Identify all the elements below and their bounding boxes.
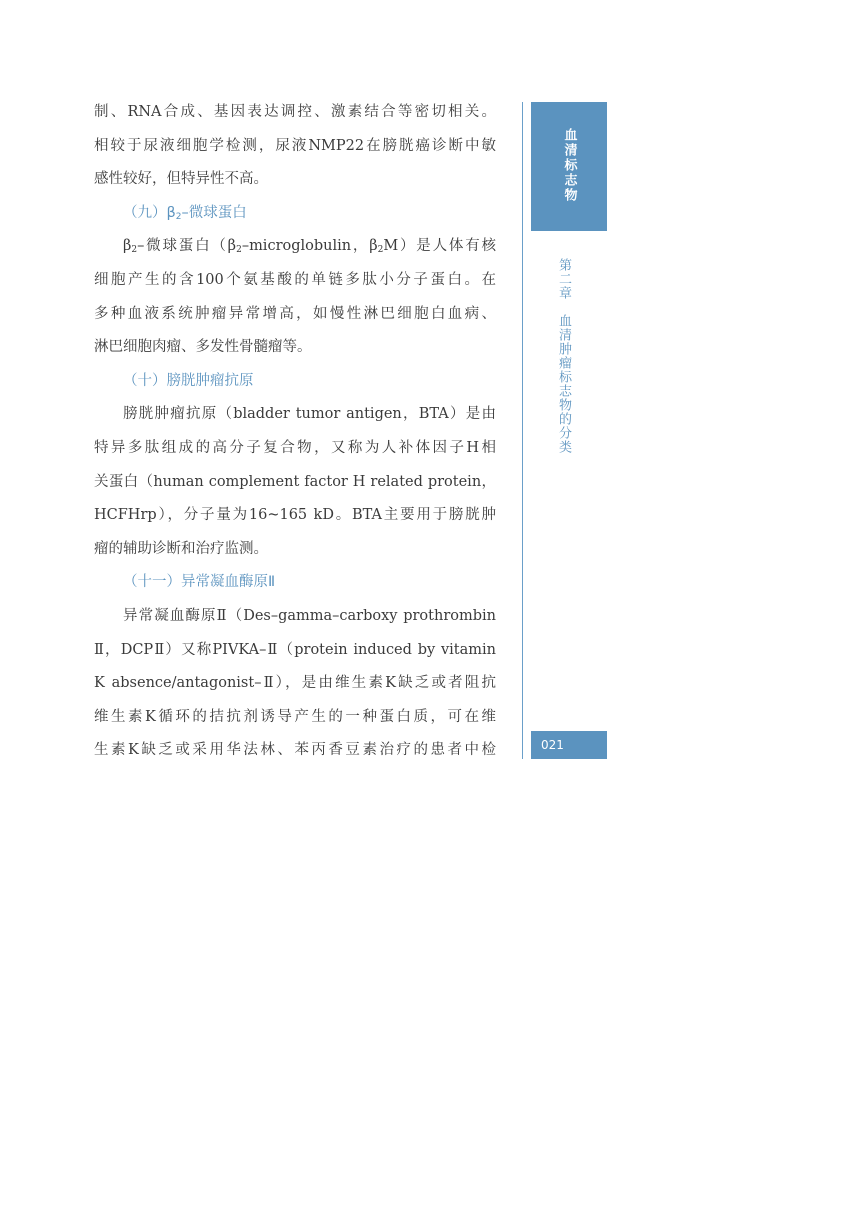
section-heading-9: （九）$\beta_2-$微球蛋白 (123, 204, 247, 222)
paragraph-line: 相较于尿液细胞学检测，尿液NMP22在膀胱癌诊断中敏 (94, 137, 496, 154)
paragraph-line: 关蛋白（human complement factor H related protein， (94, 473, 496, 490)
section-tab-label: 血清标志物 (561, 128, 577, 203)
paragraph-line: 特异多肽组成的高分子复合物，又称为人补体因子H相 (94, 439, 496, 456)
paragraph-line: 膀胱肿瘤抗原（bladder tumor antigen，BTA）是由 (123, 406, 496, 423)
paragraph-line: 淋巴细胞肉瘤、多发性骨髓瘤等。 (94, 339, 312, 356)
paragraph-line: HCFHrp），分子量为16~165 kD。BTA主要用于膀胱肿 (94, 507, 496, 524)
paragraph-line: 生素K缺乏或采用华法林、苯丙香豆素治疗的患者中检 (94, 742, 496, 759)
paragraph-line: 制、RNA合成、基因表达调控、激素结合等密切相关。 (94, 104, 496, 120)
paragraph-line: Ⅱ，DCPⅡ）又称PIVKA–Ⅱ（protein induced by vitamin (94, 641, 496, 658)
paragraph-line: 多种血液系统肿瘤异常增高，如慢性淋巴细胞白血病、 (94, 305, 496, 322)
page-number: 021 (531, 731, 607, 759)
paragraph-line: 瘤的辅助诊断和治疗监测。 (94, 540, 268, 557)
paragraph-line: 感性较好，但特异性不高。 (94, 171, 268, 188)
section-tab (531, 102, 607, 229)
margin-divider (522, 102, 523, 759)
section-heading-11: （十一）异常凝血酶原Ⅱ (123, 574, 276, 591)
chapter-number: 第二章 (556, 258, 571, 300)
body-text (94, 96, 496, 768)
paragraph-line: 细胞产生的含100个氨基酸的单链多肽小分子蛋白。在 (94, 271, 496, 288)
chapter-title: 血清肿瘤标志物的分类 (556, 314, 571, 454)
tab-underline (531, 229, 607, 231)
paragraph-line: 维生素K循环的拮抗剂诱导产生的一种蛋白质，可在维 (94, 708, 496, 725)
chapter-running-title (554, 258, 573, 454)
section-heading-10: （十）膀胱肿瘤抗原 (123, 372, 254, 389)
paragraph-line: 异常凝血酶原Ⅱ（Des–gamma–carboxy prothrombin (123, 607, 496, 624)
paragraph-line: $\beta_2-$微球蛋白（$\beta_2$–microglobulin，$\beta_2M$）是人体有核 (123, 238, 496, 256)
paragraph-line: K absence/antagonist–Ⅱ），是由维生素K缺乏或者阻抗 (94, 675, 496, 692)
